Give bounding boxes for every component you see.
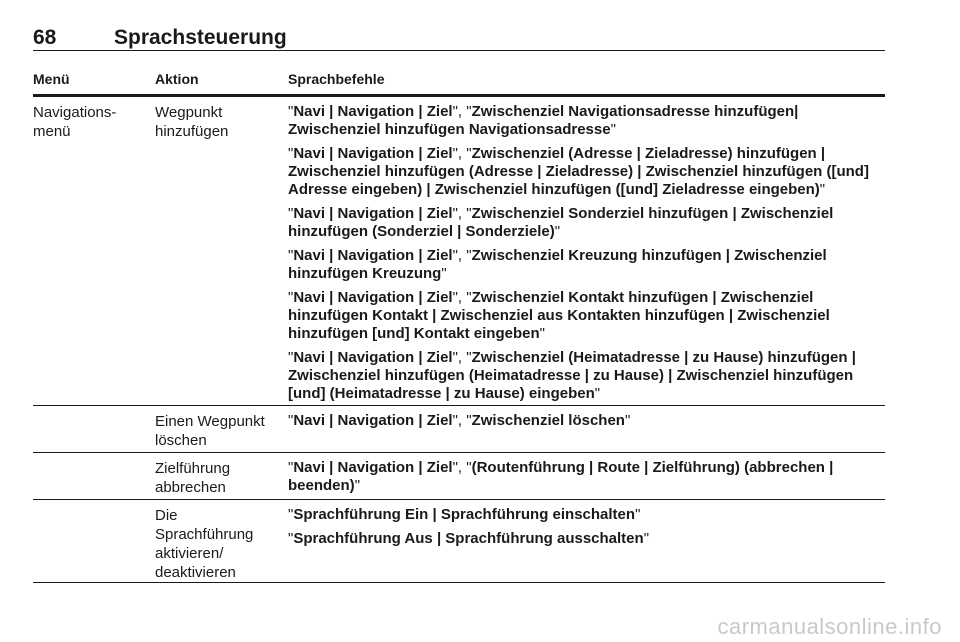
voice-command-table <box>33 68 885 583</box>
column-header-action: Aktion <box>155 71 199 87</box>
action-cell: Wegpunkt hinzufügen <box>155 104 229 140</box>
page-header <box>33 22 885 51</box>
command-keyword: Navi | Navigation | Ziel <box>293 412 453 429</box>
commands-cell <box>288 103 885 409</box>
column-header-commands: Sprachbefehle <box>288 71 385 87</box>
command-keyword: Navi | Navigation | Ziel <box>293 205 453 222</box>
command-keyword: Navi | Navigation | Ziel <box>293 459 453 476</box>
command-phrase: Zwischenziel (Adresse | Zieladresse) hinzufügen | Zwischenziel hinzufügen (Adresse | Zieladresse) | Zwischenziel hinzufügen ([und] Adresse eingeben) | Zwischenziel hinzufügen ([und] Zieladresse eingeben) <box>288 145 869 198</box>
voice-command: "Navi | Navigation | Ziel", "Zwischenziel Kreuzung hinzufügen | Zwischenziel hinzufügen Kreuzung" <box>288 247 827 282</box>
command-phrase: Zwischenziel Sonderziel hinzufügen | Zwischenziel hinzufügen (Sonderziel | Sonderziele) <box>288 205 834 240</box>
voice-command: "Navi | Navigation | Ziel", "Zwischenziel löschen" <box>288 412 631 429</box>
watermark: carmanualsonline.info <box>717 614 942 639</box>
voice-command: "Navi | Navigation | Ziel", "Zwischenziel (Adresse | Zieladresse) hinzufügen | Zwischenziel hinzufügen (Adresse | Zieladresse) | Zwischenziel hinzufügen ([und] Adresse eingeben) | Zwischenziel hinzufügen ([und] Zieladresse eingeben)" <box>288 145 869 198</box>
command-phrase: Zwischenziel (Heimatadresse | zu Hause) hinzufügen | Zwischenziel hinzufügen (Heimatadresse | zu Hause) | Zwischenziel hinzufügen [und] (Heimatadresse | zu Hause) eingeben <box>288 349 856 402</box>
command-keyword: Sprachführung Ein | Sprachführung einschalten <box>293 506 636 523</box>
voice-command: "Navi | Navigation | Ziel", "Zwischenziel (Heimatadresse | zu Hause) hinzufügen | Zwischenziel hinzufügen (Heimatadresse | zu Hause) | Zwischenziel hinzufügen [und] (Heimatadresse | zu Hause) eingeben" <box>288 349 856 402</box>
voice-command: "Sprachführung Ein | Sprachführung einschalten" <box>288 506 641 523</box>
command-phrase: Zwischenziel löschen <box>471 412 625 429</box>
commands-cell <box>288 459 885 501</box>
voice-command: "Navi | Navigation | Ziel", "Zwischenziel Navigationsadresse hinzufügen| Zwischenziel hinzufügen Navigationsadresse" <box>288 103 799 138</box>
command-phrase: (Routenführung | Route | Zielführung) (abbrechen | beenden) <box>288 459 834 494</box>
command-phrase: Zwischenziel Kreuzung hinzufügen | Zwischenziel hinzufügen Kreuzung <box>288 247 827 282</box>
command-keyword: Navi | Navigation | Ziel <box>293 247 453 264</box>
command-keyword: Navi | Navigation | Ziel <box>293 349 453 366</box>
table-row <box>33 453 885 500</box>
voice-command: "Sprachführung Aus | Sprachführung ausschalten" <box>288 530 650 547</box>
menu-cell: Navigations- menü <box>33 104 117 140</box>
action-cell: Einen Wegpunkt löschen <box>155 413 265 449</box>
command-phrase: Zwischenziel Navigationsadresse hinzufügen| Zwischenziel hinzufügen Navigationsadresse <box>288 103 799 138</box>
table-body <box>33 97 885 583</box>
page-number: 68 <box>33 26 57 49</box>
command-keyword: Navi | Navigation | Ziel <box>293 103 453 120</box>
table-row <box>33 500 885 583</box>
table-header <box>33 68 885 97</box>
page-title: Sprachsteuerung <box>114 26 287 49</box>
voice-command: "Navi | Navigation | Ziel", "(Routenführung | Route | Zielführung) (abbrechen | beenden)" <box>288 459 834 494</box>
action-cell: Zielführung abbrechen <box>155 460 231 496</box>
table-row <box>33 406 885 453</box>
voice-command: "Navi | Navigation | Ziel", "Zwischenziel Kontakt hinzufügen | Zwischenziel hinzufügen Kontakt | Zwischenziel aus Kontakten hinzufügen | Zwischenziel hinzufügen [und] Kontakt eingeben" <box>288 289 830 342</box>
action-cell: Die Sprachführung aktivieren/ deaktivieren <box>155 507 254 581</box>
command-keyword: Sprachführung Aus | Sprachführung ausschalten <box>293 530 644 547</box>
command-keyword: Navi | Navigation | Ziel <box>293 289 453 306</box>
voice-command: "Navi | Navigation | Ziel", "Zwischenziel Sonderziel hinzufügen | Zwischenziel hinzufügen (Sonderziel | Sonderziele)" <box>288 205 834 240</box>
commands-cell <box>288 506 885 554</box>
table-row <box>33 97 885 406</box>
command-keyword: Navi | Navigation | Ziel <box>293 145 453 162</box>
commands-cell <box>288 412 885 436</box>
command-phrase: Zwischenziel Kontakt hinzufügen | Zwischenziel hinzufügen Kontakt | Zwischenziel aus Kontakten hinzufügen | Zwischenziel hinzufügen [und] Kontakt eingeben <box>288 289 830 342</box>
column-header-menu: Menü <box>33 71 70 87</box>
